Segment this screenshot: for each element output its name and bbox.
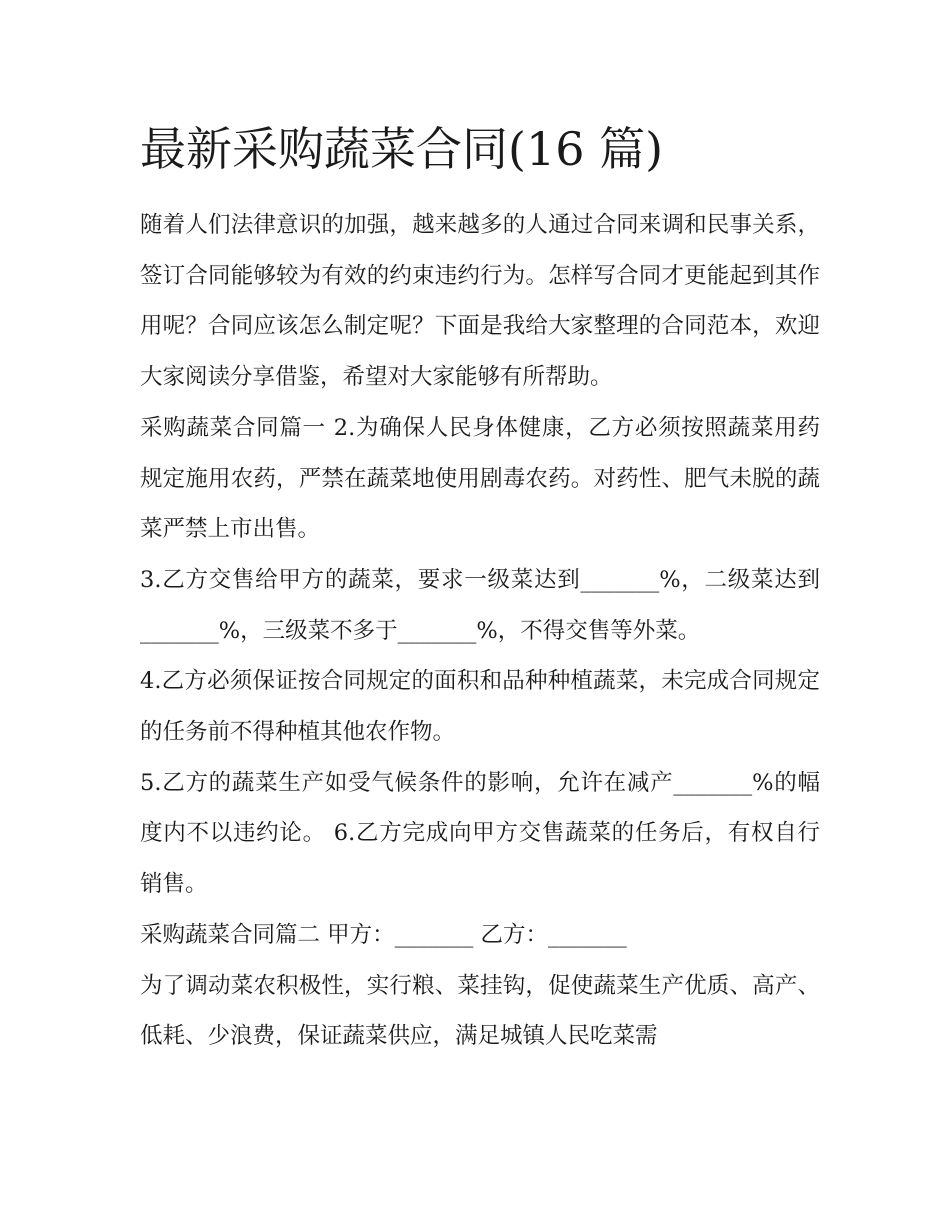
contract-one-clause-3: 3.乙方交售给甲方的蔬菜，要求一级菜达到_______%，二级菜达到_______%，三级菜不多于_______%，不得交售等外菜。 xyxy=(140,566,820,644)
document-page xyxy=(140,118,820,1062)
contract-one-clause-5-6: 5.乙方的蔬菜生产如受气候条件的影响，允许在减产_______%的幅度内不以违约论。 6.乙方完成向甲方交售蔬菜的任务后，有权自行销售。 xyxy=(140,769,820,898)
contract-one-clause-4: 4.乙方必须保证按合同规定的面积和品种种植蔬菜，未完成合同规定的任务前不得种植其他农作物。 xyxy=(140,668,820,746)
intro-paragraph: 随着人们法律意识的加强，越来越多的人通过合同来调和民事关系，签订合同能够较为有效的约束违约行为。怎样写合同才更能起到其作用呢？合同应该怎么制定呢？下面是我给大家整理的合同范本，欢迎大家阅读分享借鉴，希望对大家能够有所帮助。 xyxy=(140,212,820,391)
contract-two-preamble: 为了调动菜农积极性，实行粮、菜挂钩，促使蔬菜生产优质、高产、低耗、少浪费，保证蔬菜供应，满足城镇人民吃菜需 xyxy=(140,972,820,1050)
document-title: 最新采购蔬菜合同(16 篇) xyxy=(140,122,664,176)
contract-one-clause-2: 采购蔬菜合同篇一 2.为确保人民身体健康，乙方必须按照蔬菜用药规定施用农药，严禁在蔬菜地使用剧毒农药。对药性、肥气未脱的蔬菜严禁上市出售。 xyxy=(140,414,820,543)
contract-two-parties: 采购蔬菜合同篇二 甲方：_______ 乙方：_______ xyxy=(140,921,627,948)
